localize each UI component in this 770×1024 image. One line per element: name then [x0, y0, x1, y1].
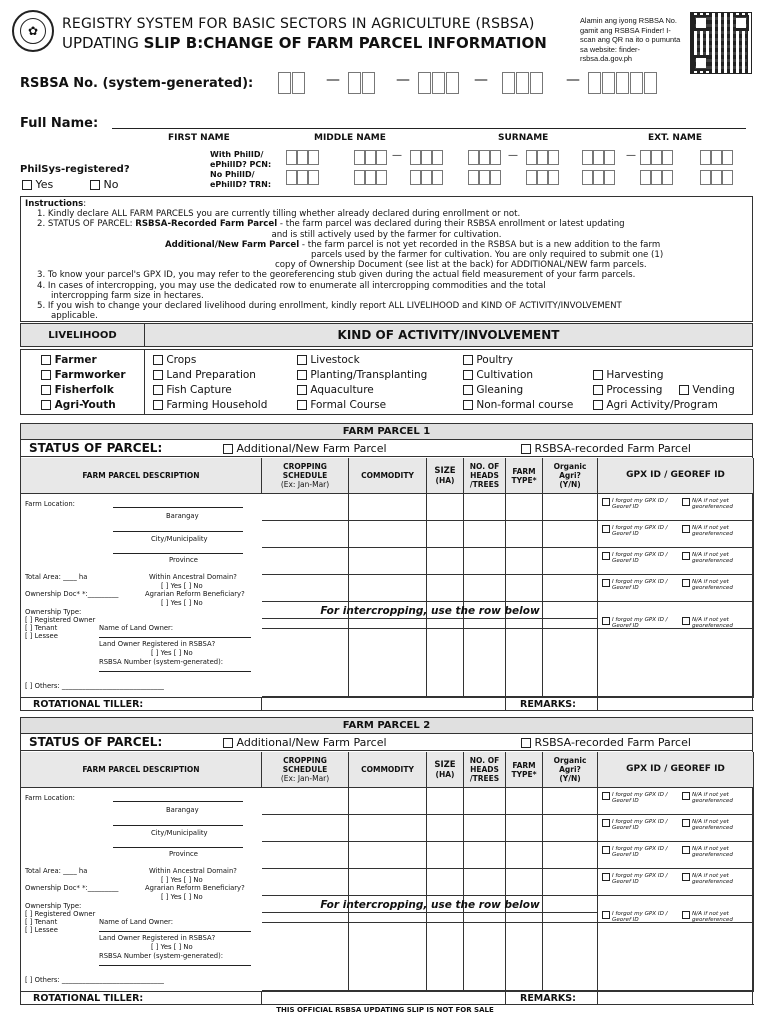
column-header: FARM TYPE*	[506, 458, 543, 494]
intercrop-cell[interactable]	[262, 913, 349, 991]
livelihood-header	[20, 323, 753, 347]
intercrop-cell[interactable]	[464, 913, 506, 991]
column-header: FARM PARCEL DESCRIPTION	[21, 458, 262, 494]
qr-code-icon	[690, 12, 752, 74]
id-digit-cell[interactable]	[640, 170, 651, 185]
gpx-forgot-checkbox[interactable]	[602, 911, 610, 919]
gpx-na-checkbox[interactable]	[682, 873, 690, 881]
id-digit-cell[interactable]	[490, 170, 501, 185]
desc-text: Barangay	[166, 512, 199, 520]
footer-note: THIS OFFICIAL RSBSA UPDATING SLIP IS NOT FOR SALE	[276, 1006, 494, 1014]
id-digit-cell[interactable]	[410, 150, 421, 165]
parcel-data-cell[interactable]	[506, 521, 543, 548]
id-digit-cell[interactable]	[593, 170, 604, 185]
intercrop-cell[interactable]	[598, 913, 754, 991]
id-digit-cell[interactable]	[308, 170, 319, 185]
desc-text: [ ] Tenant	[25, 918, 58, 926]
parcel-data-cell[interactable]	[506, 815, 543, 842]
gpx-option-row: I forgot my GPX ID / Georef IDN/A if not yet georeferenced	[598, 552, 754, 565]
desc-text: Land Owner Registered in RSBSA?	[99, 934, 216, 942]
id-digit-cell[interactable]	[421, 170, 432, 185]
rotational-tiller-field[interactable]	[262, 697, 506, 711]
intercrop-cell[interactable]	[506, 619, 543, 697]
rsbsa-digit-cell[interactable]	[432, 72, 445, 94]
parcel-data-cell[interactable]	[427, 521, 464, 548]
desc-text: Agrarian Reform Beneficiary?	[145, 884, 245, 892]
gpx-na-checkbox[interactable]	[682, 819, 690, 827]
trn-label: No PhilID/ ePhilID? TRN:	[210, 170, 272, 189]
parcel-data-cell[interactable]	[506, 494, 543, 521]
remarks-label: REMARKS:	[506, 697, 598, 711]
desc-text: Name of Land Owner:	[99, 624, 174, 632]
status-recorded-option[interactable]: RSBSA-recorded Farm Parcel	[521, 442, 691, 455]
desc-text: Farm Location:	[25, 794, 75, 802]
middle-name-label: MIDDLE NAME	[314, 133, 386, 143]
id-digit-cell[interactable]	[711, 170, 722, 185]
remarks-field[interactable]	[598, 991, 754, 1005]
intercrop-cell[interactable]	[464, 619, 506, 697]
philsys-label: PhilSys-registered?	[20, 164, 130, 175]
parcel-data-cell[interactable]	[464, 869, 506, 896]
status-label: STATUS OF PARCEL:	[29, 735, 163, 749]
gpx-forgot-checkbox[interactable]	[602, 525, 610, 533]
column-header: GPX ID / GEOREF ID	[598, 458, 754, 494]
parcel-data-cell[interactable]	[349, 494, 427, 521]
id-digit-cell[interactable]	[640, 150, 651, 165]
activity-formal-course[interactable]: Formal Course	[297, 399, 386, 411]
id-digit-cell[interactable]	[308, 150, 319, 165]
remarks-field[interactable]	[598, 697, 754, 711]
activity-land-preparation[interactable]: Land Preparation	[153, 369, 256, 381]
farm-parcel-section	[20, 717, 753, 1005]
gpx-forgot-checkbox[interactable]	[602, 617, 610, 625]
column-header: FARM PARCEL DESCRIPTION	[21, 752, 262, 788]
parcel-data-cell[interactable]	[262, 575, 349, 602]
gpx-na-checkbox[interactable]	[682, 792, 690, 800]
parcel-data-cell[interactable]	[506, 575, 543, 602]
livelihood-farmer[interactable]: Farmer	[41, 354, 97, 366]
status-recorded-option[interactable]: RSBSA-recorded Farm Parcel	[521, 736, 691, 749]
status-label: STATUS OF PARCEL:	[29, 441, 163, 455]
column-header: FARM TYPE*	[506, 752, 543, 788]
full-name-field[interactable]	[112, 128, 746, 129]
desc-text: Ownership Doc* *:_________	[25, 590, 119, 598]
rsbsa-digit-cell[interactable]	[292, 72, 305, 94]
first-name-label: FIRST NAME	[168, 133, 230, 143]
gpx-forgot-checkbox[interactable]	[602, 498, 610, 506]
parcel-data-cell[interactable]	[349, 521, 427, 548]
rsbsa-digit-cell[interactable]	[588, 72, 601, 94]
rsbsa-dash: —	[566, 72, 580, 88]
gpx-forgot-checkbox[interactable]	[602, 819, 610, 827]
id-digit-cell[interactable]	[537, 170, 548, 185]
intercrop-cell[interactable]	[598, 619, 754, 697]
livelihood-table	[20, 349, 753, 415]
activity-cultivation[interactable]: Cultivation	[463, 369, 533, 381]
desc-text: City/Municipality	[151, 829, 208, 837]
remarks-label: REMARKS:	[506, 991, 598, 1005]
parcel-data-cell[interactable]	[506, 788, 543, 815]
parcel-data-cell[interactable]	[464, 521, 506, 548]
id-digit-cell[interactable]	[548, 170, 559, 185]
parcel-data-cell[interactable]	[262, 815, 349, 842]
id-digit-cell[interactable]	[410, 170, 421, 185]
parcel-data-cell[interactable]	[349, 575, 427, 602]
activity-fish-capture[interactable]: Fish Capture	[153, 384, 232, 396]
parcel-data-cell[interactable]	[427, 869, 464, 896]
desc-text: [ ] Others: ______________________________	[25, 682, 164, 690]
id-digit-cell[interactable]	[526, 150, 537, 165]
parcel-data-cell[interactable]	[262, 788, 349, 815]
desc-text: Total Area: ____ ha	[25, 867, 88, 875]
intercropping-note: For intercropping, use the row below	[320, 605, 540, 617]
id-digit-cell[interactable]	[604, 150, 615, 165]
desc-text: Farm Location:	[25, 500, 75, 508]
intercropping-note: For intercropping, use the row below	[320, 899, 540, 911]
philsys-yes-checkbox[interactable]	[22, 180, 32, 190]
gpx-forgot-checkbox[interactable]	[602, 579, 610, 587]
id-digit-cell[interactable]	[662, 150, 673, 165]
gpx-forgot-checkbox[interactable]	[602, 846, 610, 854]
parcel-data-cell[interactable]	[262, 494, 349, 521]
desc-text: Name of Land Owner:	[99, 918, 174, 926]
gpx-na-checkbox[interactable]	[682, 498, 690, 506]
column-header: NO. OF HEADS /TREES	[464, 752, 506, 788]
desc-text: Ownership Type:	[25, 608, 82, 616]
column-header: CROPPING SCHEDULE (Ex: Jan-Mar)	[262, 458, 349, 494]
desc-text: [ ] Yes [ ] No	[151, 943, 193, 951]
column-header: GPX ID / GEOREF ID	[598, 752, 754, 788]
id-digit-cell[interactable]	[376, 170, 387, 185]
livelihood-farmworker[interactable]: Farmworker	[41, 369, 126, 381]
id-digit-cell[interactable]	[700, 150, 711, 165]
id-digit-cell[interactable]	[365, 150, 376, 165]
parcel-data-cell[interactable]	[543, 842, 598, 869]
intercrop-cell[interactable]	[427, 619, 464, 697]
gpx-option-row: I forgot my GPX ID / Georef IDN/A if not yet georeferenced	[598, 498, 754, 511]
activity-agri-program[interactable]: Agri Activity/Program	[593, 399, 718, 411]
rsbsa-digit-cell[interactable]	[348, 72, 361, 94]
livelihood-header-label: LIVELIHOOD	[21, 324, 145, 346]
column-header: CROPPING SCHEDULE (Ex: Jan-Mar)	[262, 752, 349, 788]
parcel-data-cell[interactable]	[427, 494, 464, 521]
desc-text: Ownership Doc* *:_________	[25, 884, 119, 892]
activity-header-label: KIND OF ACTIVITY/INVOLVEMENT	[337, 328, 560, 342]
pcn-label: With PhilID/ ePhilID? PCN:	[210, 150, 272, 169]
id-digit-cell[interactable]	[582, 170, 593, 185]
gpx-option-row: I forgot my GPX ID / Georef IDN/A if not yet georeferenced	[598, 579, 754, 592]
desc-text: [ ] Others: ______________________________	[25, 976, 164, 984]
rsbsa-digit-cell[interactable]	[616, 72, 629, 94]
desc-text: Province	[169, 556, 198, 564]
surname-label: SURNAME	[498, 133, 549, 143]
farm-parcel-section	[20, 423, 753, 711]
status-new-option[interactable]: Additional/New Farm Parcel	[223, 736, 387, 749]
parcel-data-cell[interactable]	[262, 842, 349, 869]
parcel-data-cell[interactable]	[464, 842, 506, 869]
desc-text: City/Municipality	[151, 535, 208, 543]
id-digit-cell[interactable]	[365, 170, 376, 185]
rsbsa-digit-cell[interactable]	[644, 72, 657, 94]
rotational-tiller-label: ROTATIONAL TILLER:	[21, 991, 262, 1005]
philsys-no[interactable]: No	[90, 178, 118, 191]
parcel-data-cell[interactable]	[349, 869, 427, 896]
id-digit-cell[interactable]	[432, 170, 443, 185]
id-digit-cell[interactable]	[354, 150, 365, 165]
parcel-data-cell[interactable]	[464, 815, 506, 842]
id-digit-cell[interactable]	[604, 170, 615, 185]
activity-planting[interactable]: Planting/Transplanting	[297, 369, 427, 381]
gpx-na-checkbox[interactable]	[682, 846, 690, 854]
farm-parcel-title: FARM PARCEL 1	[21, 424, 752, 440]
id-digit-cell[interactable]	[526, 170, 537, 185]
column-header: Organic Agri? (Y/N)	[543, 752, 598, 788]
id-digit-cell[interactable]	[490, 150, 501, 165]
desc-text: [ ] Yes [ ] No	[161, 876, 203, 884]
activity-processing[interactable]: Processing	[593, 384, 662, 396]
desc-text: [ ] Yes [ ] No	[161, 582, 203, 590]
id-digit-cell[interactable]	[700, 170, 711, 185]
rsbsa-digit-cell[interactable]	[278, 72, 291, 94]
parcel-data-cell[interactable]	[427, 842, 464, 869]
id-digit-cell[interactable]	[479, 170, 490, 185]
rsbsa-digit-cell[interactable]	[530, 72, 543, 94]
desc-text: [ ] Registered Owner	[25, 910, 96, 918]
id-digit-cell[interactable]	[297, 170, 308, 185]
parcel-data-cell[interactable]	[543, 869, 598, 896]
intercrop-cell[interactable]	[262, 619, 349, 697]
desc-text: RSBSA Number (system-generated):	[99, 952, 224, 960]
rsbsa-digit-cell[interactable]	[602, 72, 615, 94]
parcel-data-cell[interactable]	[349, 788, 427, 815]
gpx-option-row: I forgot my GPX ID / Georef IDN/A if not yet georeferenced	[598, 617, 754, 630]
desc-text: [ ] Tenant	[25, 624, 58, 632]
parcel-data-cell[interactable]	[262, 869, 349, 896]
parcel-data-cell[interactable]	[543, 494, 598, 521]
id-digit-cell[interactable]	[297, 150, 308, 165]
form-title: REGISTRY SYSTEM FOR BASIC SECTORS IN AGRICULTURE (RSBSA)	[62, 16, 535, 32]
gpx-forgot-checkbox[interactable]	[602, 552, 610, 560]
intercrop-cell[interactable]	[543, 619, 598, 697]
gpx-forgot-checkbox[interactable]	[602, 792, 610, 800]
activity-vending[interactable]: Vending	[679, 384, 735, 396]
gpx-na-checkbox[interactable]	[682, 579, 690, 587]
desc-text: Land Owner Registered in RSBSA?	[99, 640, 216, 648]
parcel-data-cell[interactable]	[427, 788, 464, 815]
ext-name-label: EXT. NAME	[648, 133, 703, 143]
activity-nonformal-course[interactable]: Non-formal course	[463, 399, 573, 411]
instructions-box: Instructions: 1. Kindly declare ALL FARM PARCELS you are currently tilling whether already declared during enrollment or not. 2. STATUS OF PARCEL: RSBSA-Recorded Farm Parcel - the farm parcel was declared during their RSBSA enrollment or latest updating and is still actively used by the farmer for cultivation. Additional/New Farm Parcel - the farm parcel is not yet recorded in the RSBSA but is a new addition to the farm parcels used by the farmer for cultivation. You are only required to submit one (1) copy of Ownership Document (see list at the back) for ADDITIONAL/NEW farm parcels. 3. To know your parcel's GPX ID, you may refer to the georeferencing stub given during the actual field measurement of your farm parcels. 4. In cases of intercropping, you may use the dedicated row to enumerate all intercropping commodities and the total intercropping farm size in hectares. 5. If you wish to change your declared livelihood during enrollment, kindly report ALL LIVELIHOOD and KIND OF ACTIVITY/INVOLVEMENT applicable.	[20, 196, 753, 322]
status-new-option[interactable]: Additional/New Farm Parcel	[223, 442, 387, 455]
form-subtitle: UPDATING SLIP B:CHANGE OF FARM PARCEL INFORMATION	[62, 34, 547, 52]
qr-note: Alamin ang iyong RSBSA No. gamit ang RSBSA Finder! I-scan ang QR na ito o pumunta sa website: finder-rsbsa.da.gov.ph	[580, 16, 681, 63]
parcel-data-cell[interactable]	[464, 575, 506, 602]
desc-text: Within Ancestral Domain?	[149, 867, 237, 875]
rsbsa-dash: —	[326, 72, 340, 88]
gpx-option-row: I forgot my GPX ID / Georef IDN/A if not yet georeferenced	[598, 846, 754, 859]
rsbsa-dash: —	[396, 72, 410, 88]
parcel-data-cell[interactable]	[427, 575, 464, 602]
id-digit-cell[interactable]	[432, 150, 443, 165]
philsys-yes[interactable]: Yes	[22, 178, 53, 191]
gpx-option-row: I forgot my GPX ID / Georef IDN/A if not yet georeferenced	[598, 792, 754, 805]
desc-text: [ ] Lessee	[25, 632, 58, 640]
rsbsa-digit-cell[interactable]	[516, 72, 529, 94]
parcel-data-cell[interactable]	[543, 548, 598, 575]
activity-aquaculture[interactable]: Aquaculture	[297, 384, 374, 396]
rsbsa-digit-cell[interactable]	[446, 72, 459, 94]
id-digit-cell[interactable]	[651, 170, 662, 185]
desc-text: [ ] Yes [ ] No	[161, 893, 203, 901]
philsys-no-checkbox[interactable]	[90, 180, 100, 190]
activity-harvesting[interactable]: Harvesting	[593, 369, 664, 381]
parcel-data-cell[interactable]	[506, 548, 543, 575]
rotational-tiller-label: ROTATIONAL TILLER:	[21, 697, 262, 711]
rsbsa-digit-cell[interactable]	[418, 72, 431, 94]
department-seal-icon: ✿	[12, 10, 54, 52]
gpx-option-row: I forgot my GPX ID / Georef IDN/A if not yet georeferenced	[598, 911, 754, 924]
parcel-data-cell[interactable]	[543, 788, 598, 815]
parcel-data-cell[interactable]	[262, 521, 349, 548]
activity-farming-household[interactable]: Farming Household	[153, 399, 267, 411]
id-digit-cell[interactable]	[479, 150, 490, 165]
id-digit-cell[interactable]	[662, 170, 673, 185]
parcel-data-cell[interactable]	[349, 842, 427, 869]
id-dash: —	[392, 150, 402, 161]
id-digit-cell[interactable]	[537, 150, 548, 165]
gpx-option-row: I forgot my GPX ID / Georef IDN/A if not yet georeferenced	[598, 873, 754, 886]
rsbsa-digit-cell[interactable]	[362, 72, 375, 94]
gpx-option-row: I forgot my GPX ID / Georef IDN/A if not yet georeferenced	[598, 525, 754, 538]
id-digit-cell[interactable]	[651, 150, 662, 165]
id-digit-cell[interactable]	[468, 170, 479, 185]
id-digit-cell[interactable]	[468, 150, 479, 165]
gpx-na-checkbox[interactable]	[682, 525, 690, 533]
id-digit-cell[interactable]	[711, 150, 722, 165]
gpx-forgot-checkbox[interactable]	[602, 873, 610, 881]
intercrop-cell[interactable]	[349, 619, 427, 697]
rsbsa-dash: —	[474, 72, 488, 88]
desc-text: Ownership Type:	[25, 902, 82, 910]
parcel-data-cell[interactable]	[506, 842, 543, 869]
desc-text: [ ] Yes [ ] No	[161, 599, 203, 607]
parcel-data-cell[interactable]	[464, 548, 506, 575]
gpx-na-checkbox[interactable]	[682, 552, 690, 560]
id-digit-cell[interactable]	[354, 170, 365, 185]
parcel-data-cell[interactable]	[543, 815, 598, 842]
column-header: COMMODITY	[349, 752, 427, 788]
desc-text: Agrarian Reform Beneficiary?	[145, 590, 245, 598]
id-digit-cell[interactable]	[286, 150, 297, 165]
id-digit-cell[interactable]	[548, 150, 559, 165]
rotational-tiller-field[interactable]	[262, 991, 506, 1005]
column-header: COMMODITY	[349, 458, 427, 494]
desc-text: Within Ancestral Domain?	[149, 573, 237, 581]
id-digit-cell[interactable]	[582, 150, 593, 165]
gpx-option-row: I forgot my GPX ID / Georef IDN/A if not yet georeferenced	[598, 819, 754, 832]
desc-text: RSBSA Number (system-generated):	[99, 658, 224, 666]
id-dash: —	[626, 150, 636, 161]
activity-livestock[interactable]: Livestock	[297, 354, 360, 366]
parcel-data-cell[interactable]	[543, 575, 598, 602]
full-name-label: Full Name:	[20, 116, 99, 131]
id-digit-cell[interactable]	[421, 150, 432, 165]
parcel-data-cell[interactable]	[464, 788, 506, 815]
id-digit-cell[interactable]	[722, 150, 733, 165]
id-digit-cell[interactable]	[286, 170, 297, 185]
livelihood-agri-youth[interactable]: Agri-Youth	[41, 399, 116, 411]
column-header: Organic Agri? (Y/N)	[543, 458, 598, 494]
intercrop-cell[interactable]	[543, 913, 598, 991]
farm-parcel-title: FARM PARCEL 2	[21, 718, 752, 734]
desc-text: Barangay	[166, 806, 199, 814]
parcel-status-row	[21, 440, 752, 457]
parcel-data-cell[interactable]	[262, 548, 349, 575]
rsbsa-number-label: RSBSA No. (system-generated):	[20, 76, 254, 91]
desc-text: [ ] Lessee	[25, 926, 58, 934]
desc-text: Province	[169, 850, 198, 858]
id-digit-cell[interactable]	[593, 150, 604, 165]
activity-poultry[interactable]: Poultry	[463, 354, 513, 366]
column-header: SIZE (HA)	[427, 752, 464, 788]
desc-text: [ ] Registered Owner	[25, 616, 96, 624]
id-digit-cell[interactable]	[722, 170, 733, 185]
intercrop-cell[interactable]	[506, 913, 543, 991]
gpx-na-checkbox[interactable]	[682, 617, 690, 625]
column-header: SIZE (HA)	[427, 458, 464, 494]
intercrop-cell[interactable]	[349, 913, 427, 991]
parcel-data-cell[interactable]	[427, 548, 464, 575]
livelihood-fisherfolk[interactable]: Fisherfolk	[41, 384, 114, 396]
rsbsa-digit-cell[interactable]	[502, 72, 515, 94]
activity-gleaning[interactable]: Gleaning	[463, 384, 523, 396]
column-header: NO. OF HEADS /TREES	[464, 458, 506, 494]
id-digit-cell[interactable]	[376, 150, 387, 165]
parcel-data-cell[interactable]	[349, 548, 427, 575]
parcel-status-row	[21, 734, 752, 751]
parcel-data-cell[interactable]	[349, 815, 427, 842]
gpx-na-checkbox[interactable]	[682, 911, 690, 919]
parcel-data-cell[interactable]	[506, 869, 543, 896]
activity-crops[interactable]: Crops	[153, 354, 196, 366]
intercrop-cell[interactable]	[427, 913, 464, 991]
parcel-data-cell[interactable]	[464, 494, 506, 521]
rsbsa-digit-cell[interactable]	[630, 72, 643, 94]
desc-text: Total Area: ____ ha	[25, 573, 88, 581]
id-dash: —	[508, 150, 518, 161]
parcel-data-cell[interactable]	[427, 815, 464, 842]
desc-text: [ ] Yes [ ] No	[151, 649, 193, 657]
parcel-data-cell[interactable]	[543, 521, 598, 548]
